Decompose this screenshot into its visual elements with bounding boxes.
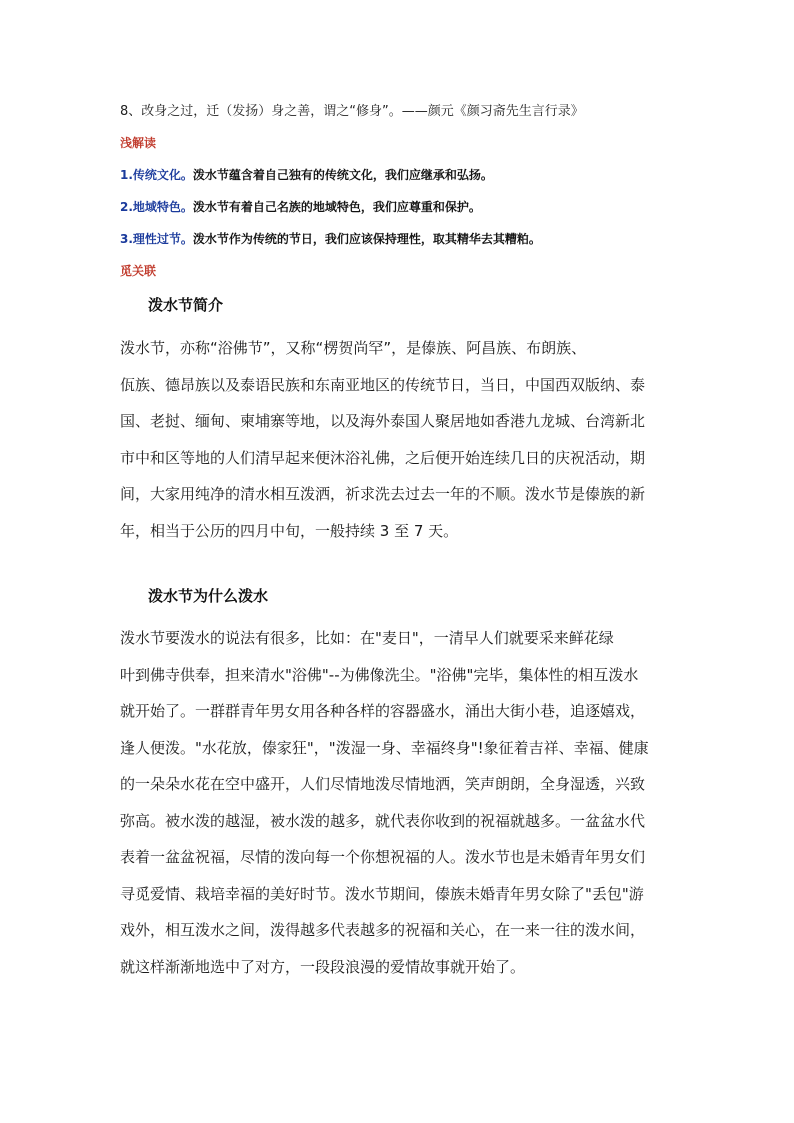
quote-line: 8、改身之过，迁（发扬）身之善，谓之“修身”。——颜元《颜习斋先生言行录》 [120,104,584,119]
section-label-interpret: 浅解读 [120,136,157,150]
point-heading: 2.地域特色。 [120,200,193,214]
paragraph-line: 戏外，相互泼水之间，泼得越多代表越多的祝福和关心，在一来一往的泼水间， [120,921,646,939]
point-text: 泼水节作为传统的节日，我们应该保持理性，取其精华去其糟粕。 [192,232,541,246]
paragraph-line: 叶到佛寺供奉，担来清水"浴佛"--为佛像洗尘。"浴佛"完毕，集体性的相互泼水 [120,665,639,684]
paragraph-line: 泼水节要泼水的说法有很多，比如：在"麦日"，一清早人们就要采来鲜花绿 [120,629,614,647]
point-text: 泼水节蕴含着自己独有的传统文化，我们应继承和弘扬。 [192,168,493,182]
paragraph-line: 表着一盆盆祝福，尽情的泼向每一个你想祝福的人。泼水节也是未婚青年男女们 [120,848,646,866]
point-item-2 [120,198,481,215]
paragraph-line: 的一朵朵水花在空中盛开，人们尽情地泼尽情地洒，笑声朗朗，全身湿透，兴致 [120,775,646,793]
paragraph-line: 寻觅爱情、栽培幸福的美好时节。泼水节期间，傣族未婚青年男女除了"丢包"游 [120,884,644,903]
paragraph-line: 弥高。被水泼的越湿，被水泼的越多，就代表你收到的祝福就越多。一盆盆水代 [120,811,646,830]
point-text: 泼水节有着自己名族的地域特色，我们应尊重和保护。 [192,200,481,214]
paragraph-line: 间，大家用纯净的清水相互泼洒，祈求洗去过去一年的不顺。泼水节是傣族的新 [120,485,646,503]
paragraph-line: 泼水节，亦称“浴佛节”，又称“楞贺尚罕”，是傣族、阿昌族、布朗族、 [120,339,587,357]
paragraph-line: 市中和区等地的人们清早起来便沐浴礼佛，之后便开始连续几日的庆祝活动，期 [120,448,646,467]
point-item-1 [120,166,493,183]
section-label-related: 觅关联 [120,264,157,278]
point-heading: 1.传统文化。 [120,168,193,182]
section-title-why: 泼水节为什么泼水 [148,587,269,605]
paragraph-line: 逢人便泼。"水花放，傣家狂"，"泼湿一身、幸福终身"!象征着吉祥、幸福、健康 [120,738,649,757]
paragraph-line: 佤族、德昂族以及泰语民族和东南亚地区的传统节日，当日，中国西双版纳、泰 [120,375,646,394]
section-title-intro: 泼水节简介 [148,296,224,314]
paragraph-intro [120,330,680,549]
paragraph-line: 国、老挝、缅甸、柬埔寨等地，以及海外泰国人聚居地如香港九龙城、台湾新北 [120,412,646,430]
paragraph-line: 就这样渐渐地选中了对方，一段段浪漫的爱情故事就开始了。 [120,957,526,976]
paragraph-line: 年，相当于公历的四月中旬，一般持续 3 至 7 天。 [120,521,459,540]
point-heading: 3.理性过节。 [120,232,193,246]
paragraph-line: 就开始了。一群群青年男女用各种各样的容器盛水，涌出大街小巷，追逐嬉戏， [120,702,646,720]
point-item-3 [120,230,541,247]
paragraph-why [120,620,680,985]
